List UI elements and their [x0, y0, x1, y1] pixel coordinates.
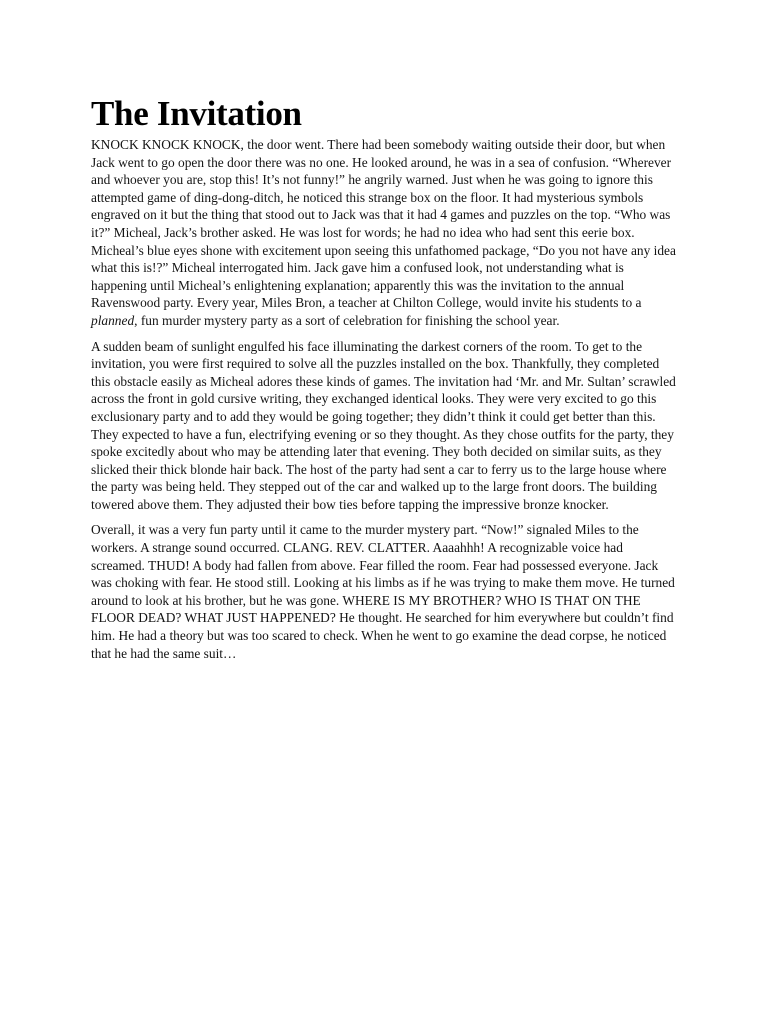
paragraph-1-text: KNOCK KNOCK KNOCK, the door went. There had been somebody waiting outside their door, but when Jack went to go open the door there was no one. He looked around, he was in a sea of confusion. “Wherever and whoever you are, stop this! It’s not funny!” he angrily warned. Just when he was going to ignore this attempted game of ding-dong-ditch, he noticed this strange box on the floor. It had mysterious symbols engraved on it but the thing that stood out to Jack was that it had 4 games and puzzles on the top. “Who was it?” Micheal, Jack’s brother asked. He was lost for words; he had no idea who had sent this eerie box. Micheal’s blue eyes shone with excitement upon seeing this unfathomed package, “Do you not have any idea what this is!?” Micheal interrogated him. Jack gave him a confused look, not understanding what is happening until Micheal’s enlightening explanation; apparently this was the invitation to the annual Ravenswood party. Every year, Miles Bron, a teacher at Chilton College, would invite his students to a [91, 137, 676, 311]
document-page [91, 94, 678, 670]
document-title: The Invitation [91, 94, 302, 133]
paragraph-3-text: Overall, it was a very fun party until it came to the murder mystery part. “Now!” signaled Miles to the workers. A strange sound occurred. CLANG. REV. CLATTER. Aaaahhh! A recognizable voice had screamed. THUD! A body had fallen from above. Fear filled the room. Fear had possessed everyone. Jack was choking with fear. He stood still. Looking at his limbs as if he was trying to make them move. He turned around to look at his brother, but he was gone. WHERE IS MY BROTHER? WHO IS THAT ON THE FLOOR DEAD? WHAT JUST HAPPENED? He thought. He searched for him everywhere but couldn’t find him. He had a theory but was too scared to check. When he went to go examine the dead corpse, he noticed that he had the same suit… [91, 522, 675, 661]
paragraph-2 [91, 338, 678, 514]
paragraph-2-text: A sudden beam of sunlight engulfed his face illuminating the darkest corners of the room. To get to the invitation, you were first required to solve all the puzzles installed on the box. Thankfully, they completed this obstacle easily as Micheal adores these kinds of games. The invitation had ‘Mr. and Mr. Sultan’ scrawled across the front in gold cursive writing, they exchanged identical looks. They were very excited to go this exclusionary party and to add they would be going together; they didn’t think it could get better than this. They expected to have a fun, electrifying evening or so they thought. As they chose outfits for the party, they spoke excitedly about who may be attending later that evening. They both decided on similar suits, as they slicked their thick blonde hair back. The host of the party had sent a car to ferry us to the large house where the party was being held. They stepped out of the car and walked up to the large front doors. The building towered above them. They adjusted their bow ties before tapping the impressive bronze knocker. [91, 338, 676, 512]
paragraph-3 [91, 521, 678, 662]
paragraph-1-italic-word: planned [91, 312, 135, 328]
paragraph-1 [91, 136, 678, 330]
paragraph-1-text-end: , fun murder mystery party as a sort of celebration for finishing the school year. [134, 312, 560, 328]
